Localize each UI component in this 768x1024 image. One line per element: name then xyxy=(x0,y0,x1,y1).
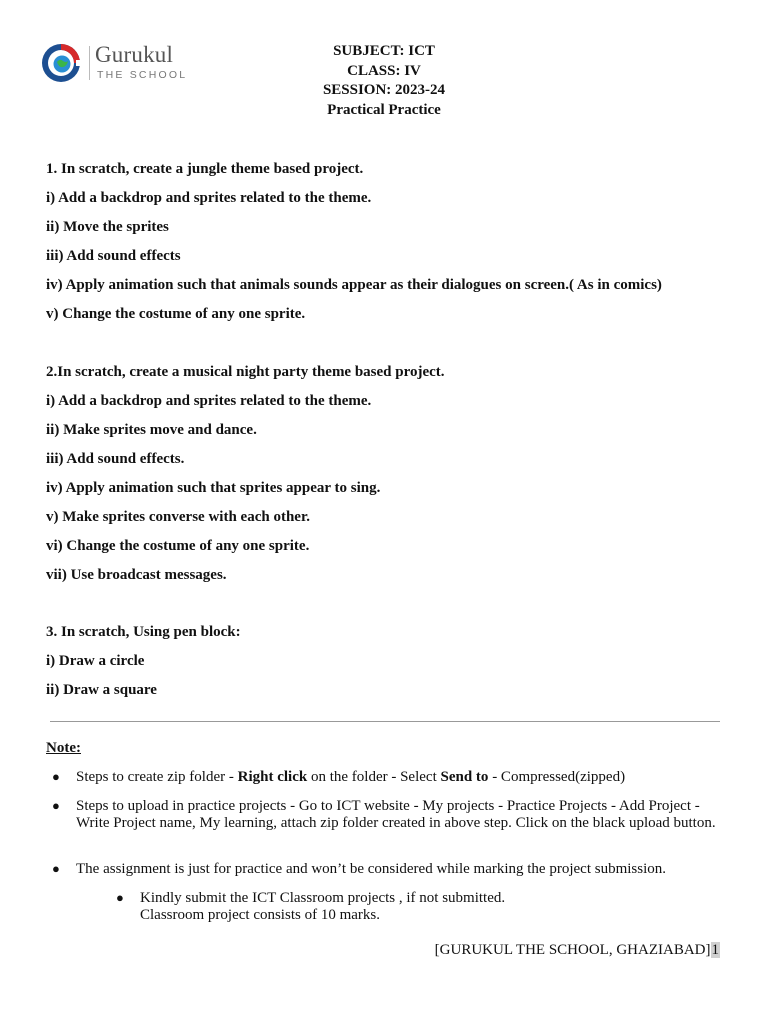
question-3-item: i) Draw a circle xyxy=(46,653,145,669)
question-2-item: iv) Apply animation such that sprites appear to sing. xyxy=(46,480,381,496)
question-2-item: vii) Use broadcast messages. xyxy=(46,567,227,583)
question-3-title: 3. In scratch, Using pen block: xyxy=(46,624,241,640)
question-2-item: v) Make sprites converse with each other. xyxy=(46,509,310,525)
page-number: 1 xyxy=(711,942,719,958)
session-line: SESSION: 2023-24 xyxy=(322,82,446,98)
note-text: Steps to create zip folder - xyxy=(76,769,238,785)
footer-text: [GURUKUL THE SCHOOL, GHAZIABAD] xyxy=(434,942,711,958)
question-2-item: vi) Change the costume of any one sprite. xyxy=(46,538,310,554)
note-bullet-zip xyxy=(52,769,726,786)
document-title: Practical Practice xyxy=(327,101,441,118)
logo-name: Gurukul xyxy=(95,42,174,67)
question-2-item: iii) Add sound effects. xyxy=(46,451,185,467)
question-2-item: ii) Make sprites move and dance. xyxy=(46,422,257,438)
bullet-icon: ● xyxy=(52,769,60,784)
note-text: Steps to upload in practice projects - Go to ICT website - My projects - Practice Projects - Add Project - Write Project name, My learning, attach zip folder created in above step. Click on the black upload button. xyxy=(76,798,716,831)
question-1-item: i) Add a backdrop and sprites related to the theme. xyxy=(46,190,372,206)
question-1-item: v) Change the costume of any one sprite. xyxy=(46,306,306,322)
note-heading: Note: xyxy=(46,740,81,756)
question-1-item: ii) Move the sprites xyxy=(46,219,169,235)
note-text: on the folder - Select xyxy=(307,769,441,785)
question-3-item: ii) Draw a square xyxy=(46,682,157,698)
note-bullet-upload xyxy=(52,798,726,831)
note-text: Classroom project consists of 10 marks. xyxy=(140,906,380,923)
note-text: The assignment is just for practice and won’t be considered while marking the project submission. xyxy=(76,861,667,877)
note-bold-text: Right click xyxy=(237,769,308,785)
question-1-item: iii) Add sound effects xyxy=(46,248,181,264)
bullet-icon: ● xyxy=(52,861,60,876)
question-2-item: i) Add a backdrop and sprites related to the theme. xyxy=(46,393,372,409)
question-1-title: 1. In scratch, create a jungle theme based project. xyxy=(46,161,364,177)
bullet-icon: ● xyxy=(116,890,124,905)
horizontal-divider xyxy=(50,721,720,722)
bullet-icon: ● xyxy=(52,798,60,813)
subject-line: SUBJECT: ICT xyxy=(333,43,435,59)
note-bold-text: Send to xyxy=(440,769,489,785)
note-text: - Compressed(zipped) xyxy=(488,769,626,785)
note-bullet-practice xyxy=(52,861,726,878)
logo-tagline: THE SCHOOL xyxy=(97,69,188,81)
note-text: Kindly submit the ICT Classroom projects , if not submitted. xyxy=(140,890,506,906)
document-header xyxy=(0,42,768,120)
question-1-item: iv) Apply animation such that animals sounds appear as their dialogues on screen.( As in comics) xyxy=(46,277,662,293)
page-footer xyxy=(435,942,720,959)
class-line: CLASS: IV xyxy=(347,62,421,79)
note-bullet-classroom xyxy=(116,890,720,923)
question-2-title: 2.In scratch, create a musical night party theme based project. xyxy=(46,364,445,380)
